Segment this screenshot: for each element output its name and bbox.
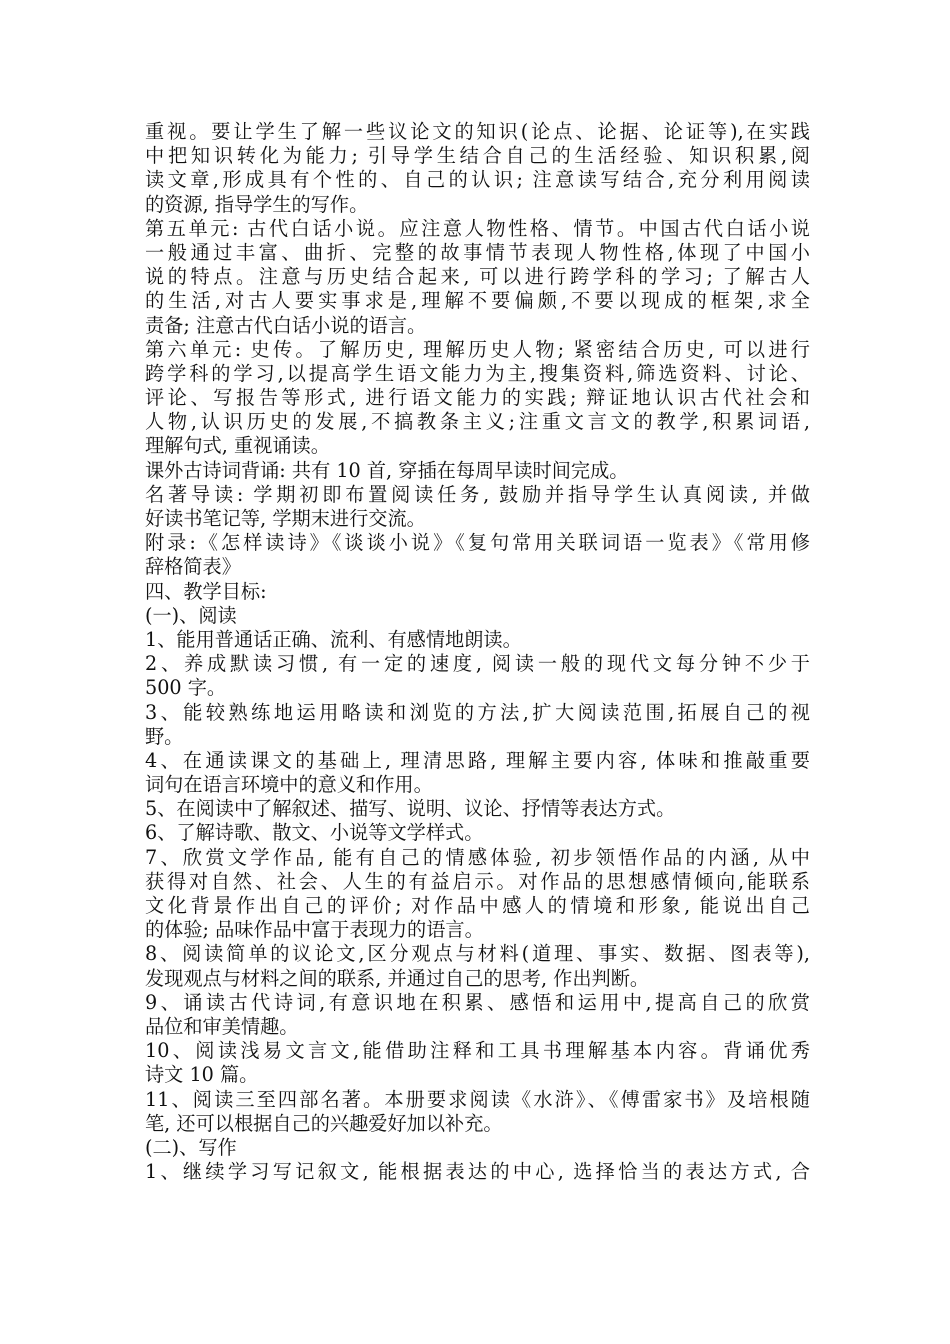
text-line: 5、在阅读中了解叙述、描写、说明、议论、抒情等表达方式。 <box>145 797 676 821</box>
text-line: 2、养成默读习惯, 有一定的速度, 阅读一般的现代文每分钟不少于 <box>145 652 810 676</box>
text-line: 的生活,对古人要实事求是,理解不要偏颇,不要以现成的框架,求全 <box>145 289 810 313</box>
text-line: 野。 <box>145 724 184 748</box>
text-line: 第五单元: 古代白话小说。应注意人物性格、情节。中国古代白话小说 <box>145 216 810 240</box>
text-line: 的资源, 指导学生的写作。 <box>145 192 369 216</box>
text-line: (一)、阅读 <box>145 603 237 627</box>
text-line: 文化背景作出自己的评价; 对作品中感人的情境和形象, 能说出自己 <box>145 894 810 917</box>
text-line: 好读书笔记等, 学期末进行交流。 <box>145 507 426 530</box>
text-line: 说的特点。注意与历史结合起来, 可以进行跨学科的学习; 了解古人 <box>145 265 810 289</box>
text-line: 附录:《怎样读诗》《谈谈小说》《复句常用关联词语一览表》《常用修 <box>145 531 810 555</box>
text-line: 第六单元: 史传。了解历史, 理解历史人物; 紧密结合历史, 可以进行 <box>145 337 810 361</box>
text-line: 笔, 还可以根据自己的兴趣爱好加以补充。 <box>145 1111 503 1135</box>
text-line: 辞格简表》 <box>145 555 241 579</box>
text-line: 理解句式, 重视诵读。 <box>145 434 330 458</box>
text-line: 1、能用普通话正确、流利、有感情地朗读。 <box>145 627 522 651</box>
text-line: 7、欣赏文学作品, 能有自己的情感体验, 初步领悟作品的内涵, 从中 <box>145 845 810 869</box>
text-line: 获得对自然、社会、人生的有益启示。对作品的思想感情倾向,能联系 <box>145 869 810 893</box>
document-page <box>145 120 810 1184</box>
text-line: 词句在语言环境中的意义和作用。 <box>145 773 433 797</box>
text-line: 一般通过丰富、曲折、完整的故事情节表现人物性格,体现了中国小 <box>145 240 810 264</box>
text-line: 8、阅读简单的议论文,区分观点与材料(道理、事实、数据、图表等), <box>145 942 810 966</box>
text-line: 中把知识转化为能力; 引导学生结合自己的生活经验、知识积累,阅 <box>145 144 810 168</box>
text-line: 10、阅读浅易文言文,能借助注释和工具书理解基本内容。背诵优秀 <box>145 1039 810 1063</box>
text-line: 评论、写报告等形式, 进行语文能力的实践; 辩证地认识古代社会和 <box>145 386 810 410</box>
text-line: 读文章,形成具有个性的、自己的认识; 注意读写结合,充分利用阅读 <box>145 168 810 192</box>
text-line: 500 字。 <box>145 676 227 700</box>
text-line: 四、教学目标: <box>145 579 267 603</box>
text-line: 责备; 注意古代白话小说的语言。 <box>145 313 427 337</box>
text-line: 的体验; 品味作品中富于表现力的语言。 <box>145 918 484 942</box>
text-line: 跨学科的学习,以提高学生语文能力为主,搜集资料,筛选资料、讨论、 <box>145 361 810 385</box>
text-line: (二)、写作 <box>145 1135 237 1159</box>
text-line: 课外古诗词背诵: 共有 10 首, 穿插在每周早读时间完成。 <box>145 458 629 482</box>
text-line: 重视。要让学生了解一些议论文的知识(论点、论据、论证等),在实践 <box>145 120 810 143</box>
text-line: 6、了解诗歌、散文、小说等文学样式。 <box>145 821 484 845</box>
text-line: 9、诵读古代诗词,有意识地在积累、感悟和运用中,提高自己的欣赏 <box>145 990 810 1014</box>
text-line: 1、继续学习写记叙文, 能根据表达的中心, 选择恰当的表达方式, 合 <box>145 1160 810 1184</box>
text-line: 发现观点与材料之间的联系, 并通过自己的思考, 作出判断。 <box>145 966 650 990</box>
text-line: 人物,认识历史的发展,不搞教条主义;注重文言文的教学,积累词语, <box>145 410 810 434</box>
text-line: 3、能较熟练地运用略读和浏览的方法,扩大阅读范围,拓展自己的视 <box>145 700 810 724</box>
text-line: 诗文 10 篇。 <box>145 1063 259 1087</box>
text-line: 4、在通读课文的基础上, 理清思路, 理解主要内容, 体味和推敲重要 <box>145 748 810 772</box>
text-line: 名著导读: 学期初即布置阅读任务, 鼓励并指导学生认真阅读, 并做 <box>145 482 810 506</box>
text-line: 品位和审美情趣。 <box>145 1014 299 1038</box>
text-line: 11、阅读三至四部名著。本册要求阅读《水浒》、《傅雷家书》及培根随 <box>145 1087 810 1111</box>
